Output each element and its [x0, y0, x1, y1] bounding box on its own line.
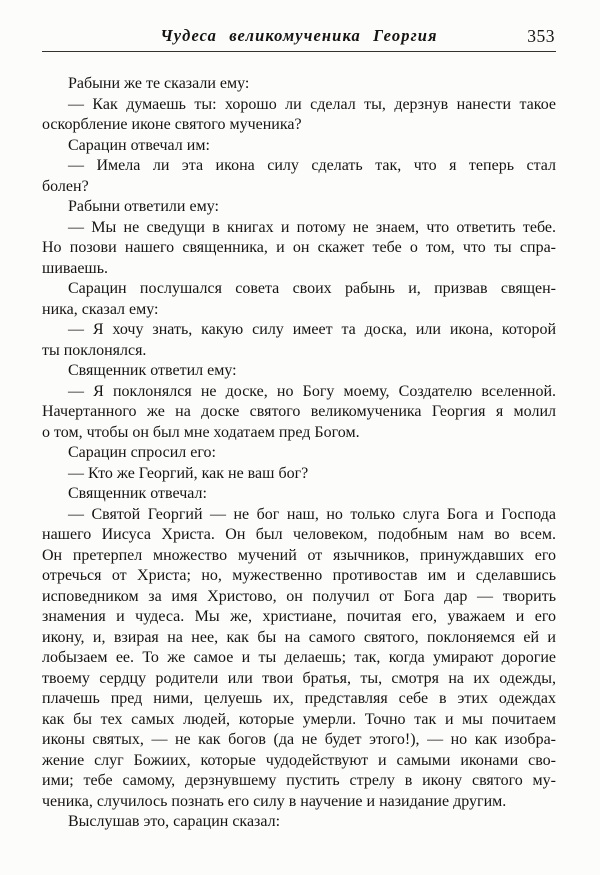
- paragraph: [42, 361, 556, 382]
- paragraph: [42, 812, 556, 833]
- text-line: — Имела ли эта икона силу сделать так, что я теперь стал: [68, 157, 556, 174]
- page-number: 353: [527, 26, 555, 46]
- paragraph: [42, 156, 556, 197]
- text-line: — Мы не сведущи в книгах и потому не знаем, что ответить тебе.: [68, 218, 556, 236]
- chapter-title: Чудеса великомученика Георгия: [160, 26, 438, 45]
- paragraph: [42, 279, 556, 320]
- text-line: ника, сказал ему:: [42, 300, 159, 318]
- paragraph: [42, 320, 556, 361]
- text-line: ты поклонялся.: [42, 341, 147, 359]
- text-line: Рабыни же те сказали ему:: [68, 75, 250, 92]
- paragraph: [42, 74, 556, 95]
- paragraph: [42, 443, 556, 464]
- paragraph: [42, 95, 556, 136]
- text-line: ченика, случилось познать его силу в научение и назидание другим.: [42, 792, 507, 810]
- paragraph: [42, 484, 556, 505]
- text-line: лобызаем ее. То же самое и ты делаешь; так, когда умирают дорогие: [42, 649, 556, 666]
- text-line: жение слуг Божиих, которые чудодействуют и самыми иконами сво-: [42, 751, 556, 769]
- paragraph: [42, 505, 556, 813]
- text-line: — Кто же Георгий, как не ваш бог?: [68, 464, 309, 482]
- paragraph: [42, 382, 556, 444]
- text-line: как бы тех самых людей, которые умерли. Точно так и мы почитаем: [42, 710, 556, 728]
- running-header: [42, 18, 556, 52]
- paragraph: [42, 218, 556, 280]
- text-line: иконы святых, — не как богов (да не будет этого!), — но как изобра-: [42, 731, 556, 748]
- text-line: оскорбление иконе святого мученика?: [42, 116, 302, 133]
- text-line: Священник отвечал:: [68, 485, 207, 502]
- text-line: знамения и чудеса. Мы же, христиане, почитая его, уважаем и его: [42, 608, 556, 625]
- text-line: Сарацин отвечал им:: [68, 136, 210, 154]
- text-line: Священник ответил ему:: [68, 362, 237, 379]
- text-line: нашего Иисуса Христа. Он был человеком, подобным нам во всем.: [42, 526, 556, 543]
- text-line: отречься от Христа; но, мужественно противостав им и сделавшись: [42, 567, 556, 584]
- text-line: Сарацин послушался совета своих рабынь и, призвав священ-: [68, 280, 556, 297]
- text-line: шиваешь.: [42, 259, 109, 277]
- text-line: ими; тебе самому, дерзнувшему пустить стрелу в икону святого му-: [42, 772, 556, 789]
- text-line: — Святой Георгий — не бог наш, но только слуга Бога и Господа: [68, 505, 556, 523]
- text-line: Но позови нашего священника, и он скажет тебе о том, что ты спра-: [42, 239, 556, 256]
- text-line: о том, чтобы он был мне ходатаем пред Богом.: [42, 423, 360, 441]
- text-line: Рабыни ответили ему:: [68, 198, 219, 215]
- text-line: — Я поклонялся не доске, но Богу моему, Создателю вселенной.: [68, 382, 556, 400]
- text-line: твоему сердцу родители или твои братья, ты, смотря на их одежды,: [42, 669, 556, 687]
- paragraph: [42, 136, 556, 157]
- paragraph: [42, 197, 556, 218]
- body-text: [42, 74, 556, 833]
- text-line: исповедником за имя Христово, он получил от Бога дар — творить: [42, 587, 556, 605]
- text-line: болен?: [42, 177, 89, 195]
- text-line: — Я хочу знать, какую силу имеет та доска, или икона, которой: [68, 321, 556, 338]
- text-line: Сарацин спросил его:: [68, 444, 216, 461]
- text-line: икону, и, взирая на нее, как бы на самого святого, поклоняемся ей и: [42, 628, 556, 646]
- text-line: плачешь пред ними, целуешь их, представляя себе в этих одеждах: [42, 690, 556, 707]
- text-line: Выслушав это, сарацин сказал:: [68, 813, 281, 830]
- text-line: Он претерпел множество мучений от язычников, принуждавших его: [42, 546, 556, 564]
- paragraph: [42, 464, 556, 485]
- text-line: Начертанного же на доске святого великомученика Георгия я молил: [42, 403, 556, 420]
- text-line: — Как думаешь ты: хорошо ли сделал ты, дерзнув нанести такое: [68, 95, 556, 113]
